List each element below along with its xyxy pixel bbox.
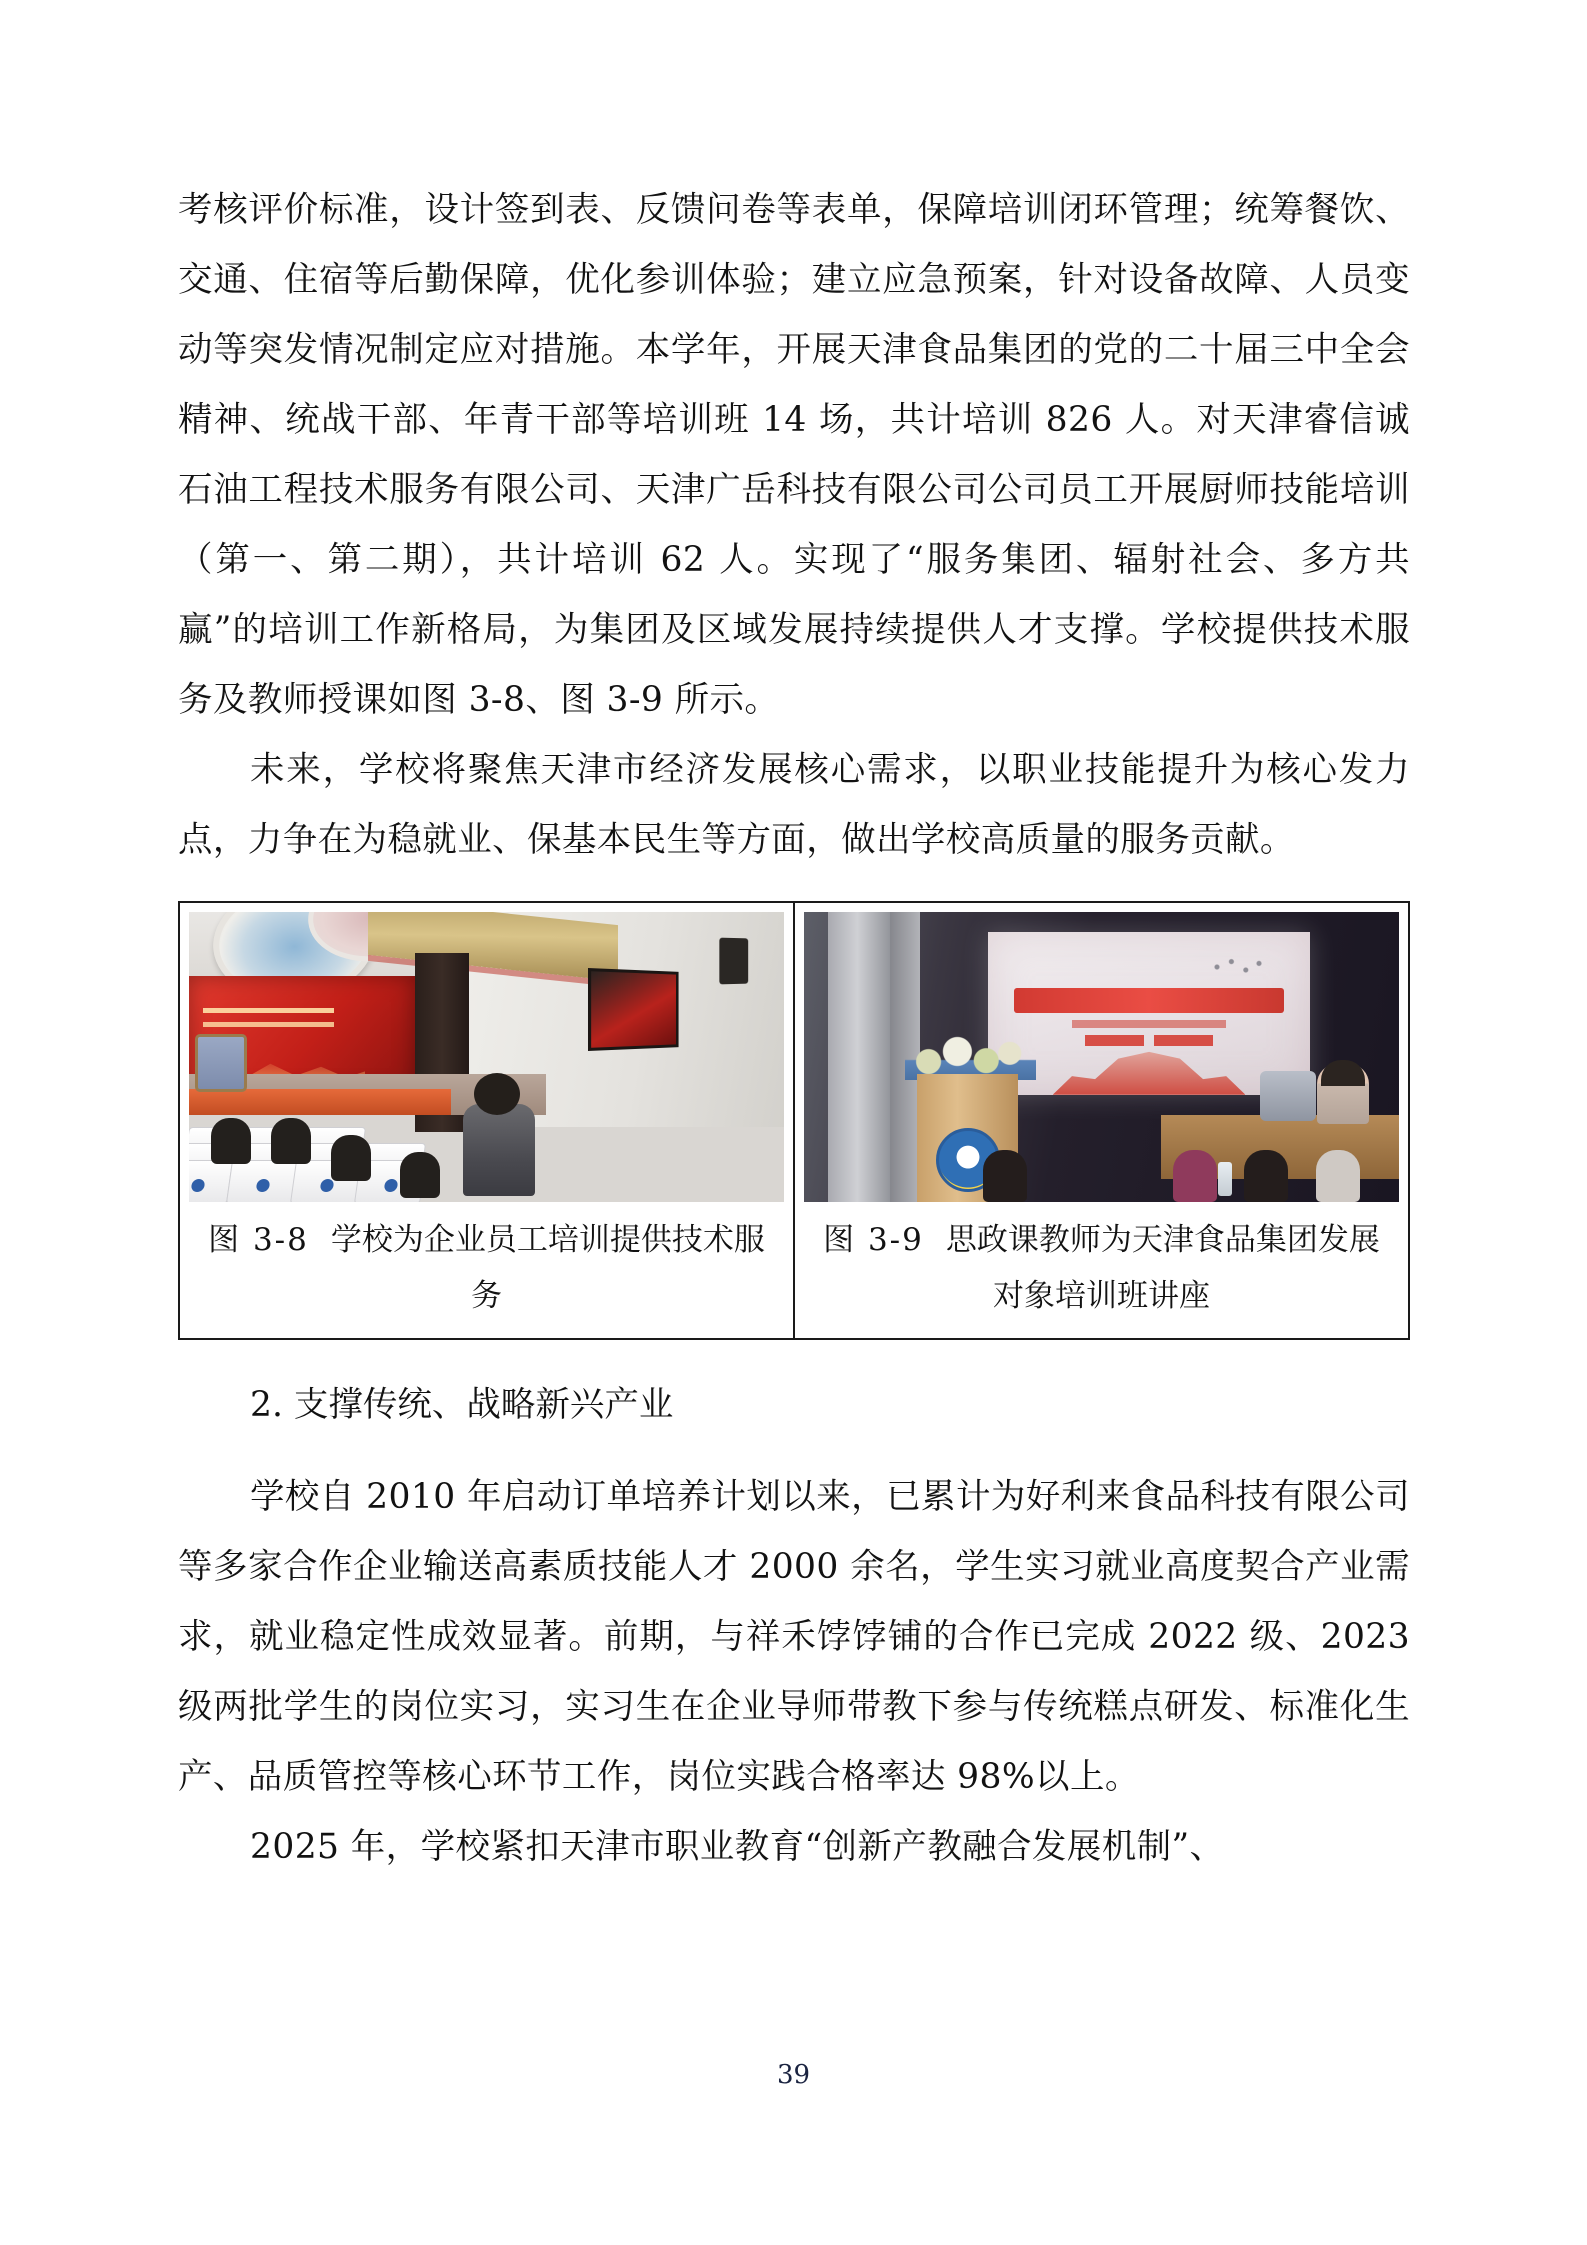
flower-arrangement xyxy=(905,1034,1036,1080)
paragraph-1: 考核评价标准，设计签到表、反馈问卷等表单，保障培训闭环管理；统筹餐饮、交通、住宿等后勤保障，优化参训体验；建立应急预案，针对设备故障、人员变动等突发情况制定应对措施。本学年，开展天津食品集团的党的二十届三中全会精神、统战干部、年青干部等培训班 14 场，共计培训 826 人。对天津睿信诚石油工程技术服务有限公司、天津广岳科技有限公司公司员工开展厨师技能培训（第一、第二期），共计培训 62 人。实现了“服务集团、辐射社会、多方共赢”的培训工作新格局，为集团及区域发展持续提供人才支撑。学校提供技术服务及教师授课如图 3-8、图 3-9 所示。 xyxy=(178,190,1410,720)
attendee xyxy=(271,1118,311,1164)
figure-3-8-caption-text: 学校为企业员工培训提供技术服务 xyxy=(330,1222,765,1314)
page-number: 39 xyxy=(776,2060,811,2090)
led-screen-text xyxy=(203,1008,334,1013)
audience-row xyxy=(804,1150,1399,1202)
wall-speaker-icon xyxy=(719,938,748,985)
lecturer xyxy=(1317,1064,1369,1124)
figure-3-9-caption-text: 思政课教师为天津食品集团发展对象培训班讲座 xyxy=(945,1222,1380,1314)
page-content xyxy=(178,175,1410,1882)
projection-subtitle-band xyxy=(1072,1020,1226,1028)
attendee xyxy=(983,1150,1027,1202)
figure-right-inner xyxy=(795,903,1408,1338)
attendee xyxy=(1244,1150,1288,1202)
figure-3-8-photo xyxy=(189,912,784,1202)
figure-3-9-number: 图 3-9 xyxy=(823,1222,924,1258)
birds-icon xyxy=(1211,958,1271,988)
spacer-after-heading xyxy=(178,1440,1410,1462)
figure-cell-right xyxy=(794,902,1409,1339)
section-heading: 2. 支撑传统、战略新兴产业 xyxy=(250,1385,674,1425)
figure-3-8-number: 图 3-8 xyxy=(208,1222,309,1258)
projection-title-band xyxy=(1014,988,1284,1014)
projection-button-row xyxy=(1085,1035,1214,1046)
attendee xyxy=(331,1135,371,1181)
paragraph-3: 学校自 2010 年启动订单培养计划以来，已累计为好利来食品科技有限公司等多家合作企业输送高素质技能人才 2000 余名，学生实习就业高度契合产业需求，就业稳定性成效显著。前期，与祥禾饽饽铺的合作已完成 2022 级、2023 级两批学生的岗位实习，实习生在企业导师带教下参与传统糕点研发、标准化生产、品质管控等核心环节工作，岗位实践合格率达 98%以上。 xyxy=(178,1477,1410,1797)
attendee xyxy=(1173,1150,1217,1202)
attendee xyxy=(1316,1150,1360,1202)
foreground-attendee xyxy=(463,1104,535,1196)
figure-cell-left xyxy=(179,902,794,1339)
seat xyxy=(225,1160,297,1202)
attendee xyxy=(211,1118,251,1164)
wall-monitor xyxy=(588,968,679,1051)
figure-table xyxy=(178,901,1410,1340)
speaker-chair xyxy=(1260,1071,1316,1121)
projection-screen xyxy=(988,932,1309,1094)
paragraph-2: 未来，学校将聚焦天津市经济发展核心需求，以职业技能提升为核心发力点，力争在为稳就业、保基本民生等方面，做出学校高质量的服务贡献。 xyxy=(178,750,1410,860)
tiananmen-illustration-icon xyxy=(1053,1046,1246,1095)
figure-left-inner xyxy=(180,903,793,1338)
audience-seating xyxy=(189,1098,606,1202)
figure-3-9-photo xyxy=(804,912,1399,1202)
figure-row xyxy=(179,902,1409,1339)
figure-3-8-caption xyxy=(189,1202,784,1338)
head-table-chair xyxy=(195,1034,247,1092)
spacer-after-figures xyxy=(178,1340,1410,1370)
paragraph-4: 2025 年，学校紧扣天津市职业教育“创新产教融合发展机制”、 xyxy=(250,1827,1225,1867)
attendee xyxy=(400,1152,440,1198)
figure-3-9-caption xyxy=(804,1202,1399,1338)
